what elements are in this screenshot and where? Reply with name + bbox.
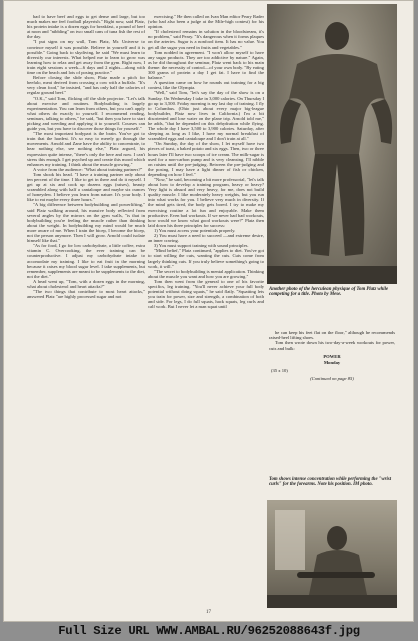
paragraph: 1) You must access your potentials properly.	[154, 227, 236, 233]
paragraph: 2) You must have a need to succeed —and extreme desire, an inner craving.	[148, 233, 264, 244]
paragraph: "Mind belief," Platz continued, "applies to diet. You've got to start willing the cuts, wanting the cuts. Cuts come from largely thinking cuts. If you truly believe something's going to work, it will."	[148, 248, 264, 269]
paragraph: A head went up, "Tom, with a dozen eggs in the morning, what about cholesterol and heart attacks?"	[27, 278, 145, 289]
wrist-curl-silhouette	[267, 500, 397, 608]
power-day: Monday	[323, 360, 341, 366]
photo-caption: Another photo of the herculean physique of Tom Platz while competing for a title. Photo by Mese.	[269, 287, 389, 298]
paragraph: exercising." He then called on Ivan Man editor Peary Rader (who had also been a judge at the Mile-high contest) for his opinion.	[148, 14, 264, 30]
paragraph: Before closing the slide show, Platz made a pitch for beefalo, meat derived from crossing a cow with a buffalo. "It's very clean food," he insisted, "and has only half the calories of regular ground beef."	[27, 75, 145, 96]
article-column-2	[148, 14, 264, 604]
paragraph: bad to have beef and eggs to get dense and large, but too much makes me feel football playerish." Right now, said Platz, his protein intake is a dozen eggs for breakfast, a pound of beef at noon and "nibbling" on two small cans of tuna fish the rest of the day.	[27, 14, 145, 40]
paragraph: "As for food, I go for low carbohydrate, a little coffee, extra vitamin C. Overcooking, the ever training can be counterproductive. I adjust my carbohydrate intake to accomodate my training. I like to eat fruit in the morning because it raises my blood sugar level. I take supplements, but remember, supplements are meant to be supplements to the diet, not the diet."	[27, 243, 145, 279]
full-size-url-footer[interactable]: Full Size URL WWW.AMBAL.RU/96252088643f.jpg	[0, 622, 418, 641]
paragraph: A question came on how he rounds out training for a big contest, like the Olympia.	[148, 80, 264, 91]
paragraph: "O.K.," said Tom, flicking off the slide projector. "Let's talk about exercise and routines. Bodybuilding is largely experimentation. You can learn from others, but you can't apply what others do exactly to yourself. I recommend reading, seminars, talking to others," he said, "but then you have to start picking and weeding and applying it to yourself. Courses can guide you, but you have to discover those things for yourself."	[27, 95, 145, 132]
paragraph: "On Sunday, the day of the show, I let myself have two pieces of toast, a baked potato and six eggs. Then, two or three hours later I'll have two scoops of ice cream. The milk-sugar is used for a non-carbon pump and is very cleansing. I'll nibble on raisins until the pre-judging. Between the pre-judging and the posing, I may have a light dinner of fish or chicken, depending on how I feel."	[148, 141, 264, 177]
paragraph: "Now," he said, becoming a bit more professorial, "let's talk about how to develop a training program, heavy or heavy? Very light is absurd and very heavy, for me, does not build quality muscle. I like moderately heavy weights, but you run into what works for you. I believe very much in diversity. If the mind gets tired, the body gets bored. I try to make my exercising routine a lot fun and enjoyable. Make them productive. Even bad workouts. If we never had bad workouts, how would we know what good workouts were?" Platz then laid down his three principles for success:	[148, 177, 264, 228]
workout-block	[269, 330, 395, 382]
power-sets: (35 x 10)	[271, 368, 288, 374]
paragraph: "The secret to bodybuilding is mental application. Thinking about the muscle you want and how you are growing."	[148, 268, 264, 279]
photo-caption: Tom shows intense concentration while performing the "wrist curls" for the forearms. Note his position. IM photo.	[269, 477, 392, 488]
bodybuilder-photo	[267, 4, 397, 284]
paragraph: he can keep his feet flat on the floor," although he recommends raised-heel lifting shoes.	[269, 330, 395, 341]
page-number: 17	[206, 610, 211, 615]
power-heading: POWER	[323, 353, 341, 359]
wrist-curl-photo	[267, 500, 397, 608]
paragraph: "Well," said Tom, "let's say the day of the show is on a Sunday. On Wednesday I take in 3,000 calories. On Thursday I go up to 3,500. Friday morning is my last day of training. I fly to Columbus. (Ohio just about every major big-league bodybuilder, Platz now lives in California.) I'm a bit disoriented and lose water on the plane trip. Arnold told me," he adds, "that he depended on this dehydration while flying. The whole day I have 3,500 to 3,900 calories. Saturday, after sleeping as long as I like, I have my normal breakfast of scrambled eggs and cantaloupe and I don't train at all."	[148, 90, 264, 142]
paragraph: Tom shook his head. "I have a training partner only about ten percent of the time. I like to get in there and do it myself. I get up at six and cook up dozens eggs (raises), beauty scrambled along with half a cantaloupe and maybe six ounces of honeydew. I believe you learn from nature. It's your body. I like to eat maybe every three hours."	[27, 171, 145, 203]
paragraph: "I put signs on my wall, Tom Platz, Mr. Universe to convince myself it was possible. Believe in yourself and it is possible." Going back to skydiving, he said "We must learn to diversify our interests. What helped me to learn to grow was learning how to relax and get away from the gym. Right now, I train eight sessions a week—6 days and 2 nights—along with time on the beach and lots of posing practice."	[27, 39, 145, 76]
paragraph: Tom nodded in agreement. "I won't allow myself to have any sugar products. They are too addictive by nature." Again, as he did throughout the seminar, Platz went back to his main theme: the necessity of control—of your own body. "By eating 300 grams of protein a day I get fat. I have to find the balance."	[148, 49, 264, 81]
paragraph: 3) You must support training with sound principles.	[154, 243, 249, 249]
paragraph: Tom then went from the general to one of his favorite specifics, leg training. "You'll never achieve your full body potential without doing squats," he said flatly. "Squatting lets you train for power, size and strength, a combination of both and side. For legs, I do full squats, hack squats, leg curls and calf work. But I never let a man squat until	[148, 278, 264, 310]
paragraph: "The most important bodypart is the brain. You've got to train that the hardest. It's so easy to merely go through the movements. Arnold and Zane have the ability to concentrate, to hear nothing else, see nothing else," Platz argued, his expression quite intense, "there's only the here and now. I can't stress this enough. I get psyched up and create this mood which enhances my training. I think about the muscle growing."	[27, 131, 145, 167]
continued-note: (Continued on page 85)	[310, 376, 354, 382]
magazine-page	[3, 0, 414, 622]
article-column-1	[27, 14, 145, 604]
bodybuilder-silhouette	[267, 4, 397, 284]
paragraph: "If cholesterol remains in solution in the bloodstream, it's no problem," said Peary. "It's dangerous when it forms plaques on the arteries. Sugar is a nonfood item. It has no value. You get all the sugar you need in fruits and vegetables."	[148, 29, 264, 50]
paragraph: "The two things that contribute to most heart attacks," answered Platz "are highly processed sugar and not	[27, 289, 145, 300]
paragraph: Tom then wrote down his two-day-a-week workouts for power, cuts and bulk:	[269, 340, 395, 351]
paragraph: A voice from the audience: "What about training partners?"	[33, 166, 143, 172]
paragraph: "A big difference between bodybuilding and powerlifting," said Platz walking around, his massive body reflected from several angles by the mirrors on the gym walls, "is that in bodybuilding you're feeling the muscle rather than thinking about the weight. In bodybuilding my mind would be much more aware of me. When I train the bicep, I become the bicep, not the person anymore. Then I will grow. Arnold could isolate himself like that."	[27, 202, 145, 244]
